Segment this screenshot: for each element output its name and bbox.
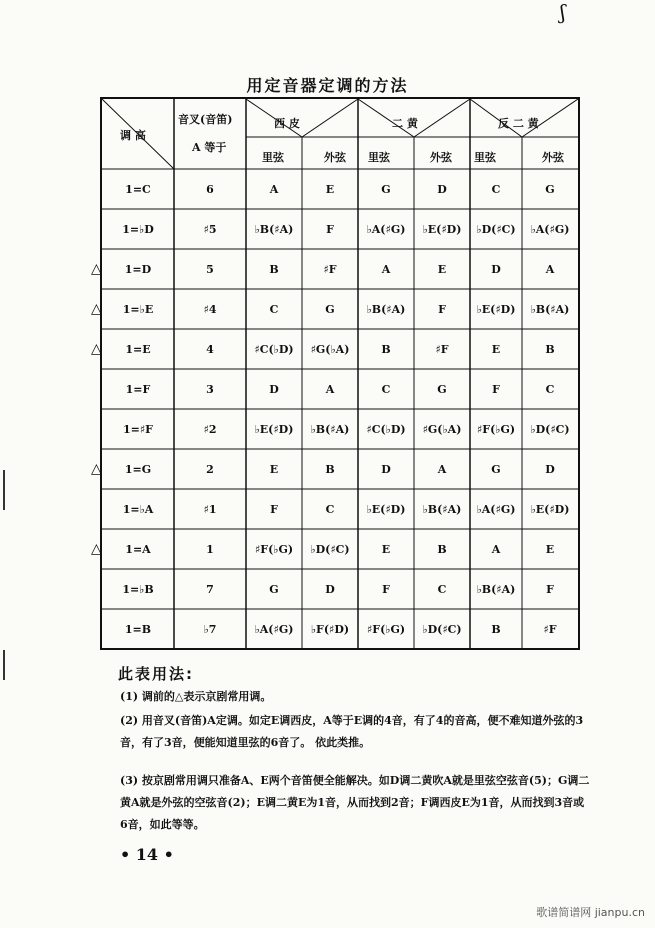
pitch-cell: ♯F(♭G) [476, 422, 516, 436]
watermark: 歌谱简谱网 jianpu.cn [536, 906, 645, 919]
pitch-cell: G [437, 382, 447, 396]
pitch-cell: A [437, 462, 447, 476]
pitch-cell: ♭D(♯C) [422, 622, 462, 636]
pitch-cell: ♭A(♯G) [254, 622, 294, 636]
pitch-cell: C [381, 382, 391, 396]
usage-title: 此表用法: [118, 665, 194, 683]
pitch-cell: G [269, 582, 279, 596]
usage-paragraph-1: (1) 调前的△表示京剧常用调。 [120, 690, 272, 703]
key-cell: 1=F [125, 382, 151, 396]
pitch-cell: D [269, 382, 279, 396]
usage-paragraph-3: (3) 按京剧常用调只准备A、E两个音笛便全能解决。如D调二黄吹A就是里弦空弦音(5)；G调二黄A就是外弦的空弦音(2)；E调二黄E为1音，从而找到2音；F调西皮E为1音，从而找到3音或6音，如此等等。 [120, 774, 590, 831]
pitch-cell: E [269, 462, 279, 476]
page-title: 用定音器定调的方法 [246, 76, 409, 95]
key-cell: 1=♭E [122, 302, 154, 316]
pitch-cell: ♭D(♯C) [530, 422, 570, 436]
common-key-triangle: △ [91, 261, 102, 277]
key-cell: 1=♭A [122, 502, 154, 516]
common-key-triangle: △ [91, 301, 102, 317]
pitch-cell: A [381, 262, 391, 276]
common-key-triangle: △ [91, 461, 102, 477]
pitch-cell: C [325, 502, 335, 516]
pitch-cell: B [545, 342, 555, 356]
pitch-cell: ♯F(♭G) [366, 622, 406, 636]
fork-cell: 4 [206, 342, 214, 356]
key-cell: 1=D [124, 262, 152, 276]
pitch-cell: ♭A(♯G) [366, 222, 406, 236]
header-group-xipi: 西 皮 [274, 117, 300, 130]
common-key-triangle: △ [91, 541, 102, 557]
pitch-cell: D [437, 182, 447, 196]
pitch-cell: ♭E(♯D) [366, 502, 406, 516]
pitch-cell: A [545, 262, 555, 276]
pitch-cell: D [491, 262, 501, 276]
fork-cell: 1 [206, 542, 214, 556]
grid-line [414, 99, 470, 137]
key-cell: 1=E [125, 342, 151, 356]
pitch-cell: B [269, 262, 279, 276]
pitch-cell: ♯F [435, 342, 449, 356]
header-group-fanerhuang: 反 二 黄 [498, 117, 539, 130]
pitch-cell: G [325, 302, 335, 316]
key-cell: 1=♭D [122, 222, 154, 236]
pitch-cell: C [269, 302, 279, 316]
key-table [100, 97, 580, 650]
header-sub: 外弦 [430, 151, 452, 164]
pitch-cell: G [491, 462, 501, 476]
pitch-cell: ♯G(♭A) [422, 422, 462, 436]
pitch-cell: F [326, 222, 334, 236]
pitch-cell: ♭B(♯A) [366, 302, 406, 316]
key-cell: 1=G [124, 462, 152, 476]
pitch-cell: ♯F(♭G) [254, 542, 294, 556]
pitch-cell: ♭D(♯C) [476, 222, 516, 236]
pitch-cell: ♭B(♯A) [254, 222, 294, 236]
fork-cell: 7 [206, 582, 214, 596]
header-sub: 里弦 [368, 151, 390, 164]
header-sub: 里弦 [474, 151, 496, 164]
pitch-cell: A [325, 382, 335, 396]
usage-paragraph-2: (2) 用音叉(音笛)A定调。如定E调西皮，A等于E调的4音，有了4的音高，便不难知道外弦的3音，有了3音，便能知道里弦的6音了。 依此类推。 [120, 714, 584, 749]
key-cell: 1=♯F [122, 422, 153, 436]
pitch-cell: ♯C(♭D) [254, 342, 294, 356]
pitch-cell: ♭B(♯A) [530, 302, 570, 316]
page-number: • 14 • [120, 845, 174, 864]
pitch-cell: ♭B(♯A) [476, 582, 516, 596]
header-sub: 外弦 [542, 151, 564, 164]
pitch-cell: B [325, 462, 335, 476]
pitch-cell: F [438, 302, 446, 316]
key-cell: 1=B [124, 622, 152, 636]
fork-cell: 6 [206, 182, 214, 196]
pitch-cell: ♭E(♯D) [476, 302, 516, 316]
fork-cell: 5 [206, 262, 214, 276]
pitch-cell: ♭A(♯G) [476, 502, 516, 516]
pitch-cell: ♯C(♭D) [366, 422, 406, 436]
pitch-cell: E [491, 342, 501, 356]
key-cell: 1=A [125, 542, 151, 556]
pitch-cell: F [492, 382, 500, 396]
pitch-cell: E [325, 182, 335, 196]
key-cell: 1=C [125, 182, 151, 196]
fork-cell: ♭7 [203, 622, 217, 636]
header-sub: 里弦 [262, 151, 284, 164]
pitch-cell: A [491, 542, 501, 556]
pitch-cell: B [381, 342, 391, 356]
pitch-cell: G [545, 182, 555, 196]
pitch-cell: ♭D(♯C) [310, 542, 350, 556]
pitch-cell: ♭B(♯A) [310, 422, 350, 436]
pitch-cell: ♭E(♯D) [422, 222, 462, 236]
pitch-cell: C [491, 182, 501, 196]
pitch-cell: E [437, 262, 447, 276]
fork-cell: ♯5 [203, 222, 217, 236]
grid-line [302, 99, 358, 137]
pitch-cell: F [382, 582, 390, 596]
fork-cell: ♯1 [203, 502, 217, 516]
pitch-cell: B [491, 622, 501, 636]
pitch-cell: A [269, 182, 279, 196]
pitch-cell: B [437, 542, 447, 556]
header-fork-line1: 音叉(音笛) [178, 113, 233, 126]
pitch-cell: E [545, 542, 555, 556]
key-cell: 1=♭B [122, 582, 154, 596]
pitch-cell: ♯F [543, 622, 557, 636]
pitch-cell: ♯F [323, 262, 337, 276]
margin-mark [3, 650, 5, 680]
pitch-cell: D [325, 582, 335, 596]
fork-cell: 2 [206, 462, 214, 476]
pitch-cell: ♭E(♯D) [254, 422, 294, 436]
pitch-cell: F [546, 582, 554, 596]
pitch-cell: F [270, 502, 278, 516]
header-group-erhuang: 二 黄 [392, 117, 418, 130]
common-key-triangle: △ [91, 341, 102, 357]
pitch-cell: G [381, 182, 391, 196]
fork-cell: 3 [206, 382, 214, 396]
header-diao-gao: 调 高 [120, 129, 146, 142]
pitch-cell: ♯G(♭A) [310, 342, 350, 356]
header-sub: 外弦 [324, 151, 346, 164]
pitch-cell: D [545, 462, 555, 476]
pitch-cell: D [381, 462, 391, 476]
fork-cell: ♯4 [203, 302, 217, 316]
pitch-cell: C [545, 382, 555, 396]
header-fork-line2: A 等于 [192, 141, 227, 154]
pitch-cell: ♭A(♯G) [530, 222, 570, 236]
pitch-cell: ♭B(♯A) [422, 502, 462, 516]
margin-mark [3, 470, 5, 510]
pitch-cell: ♭E(♯D) [530, 502, 570, 516]
corner-mark: ʃ [560, 0, 566, 24]
pitch-cell: ♭F(♯D) [310, 622, 350, 636]
pitch-cell: E [381, 542, 391, 556]
fork-cell: ♯2 [203, 422, 217, 436]
pitch-cell: C [437, 582, 447, 596]
